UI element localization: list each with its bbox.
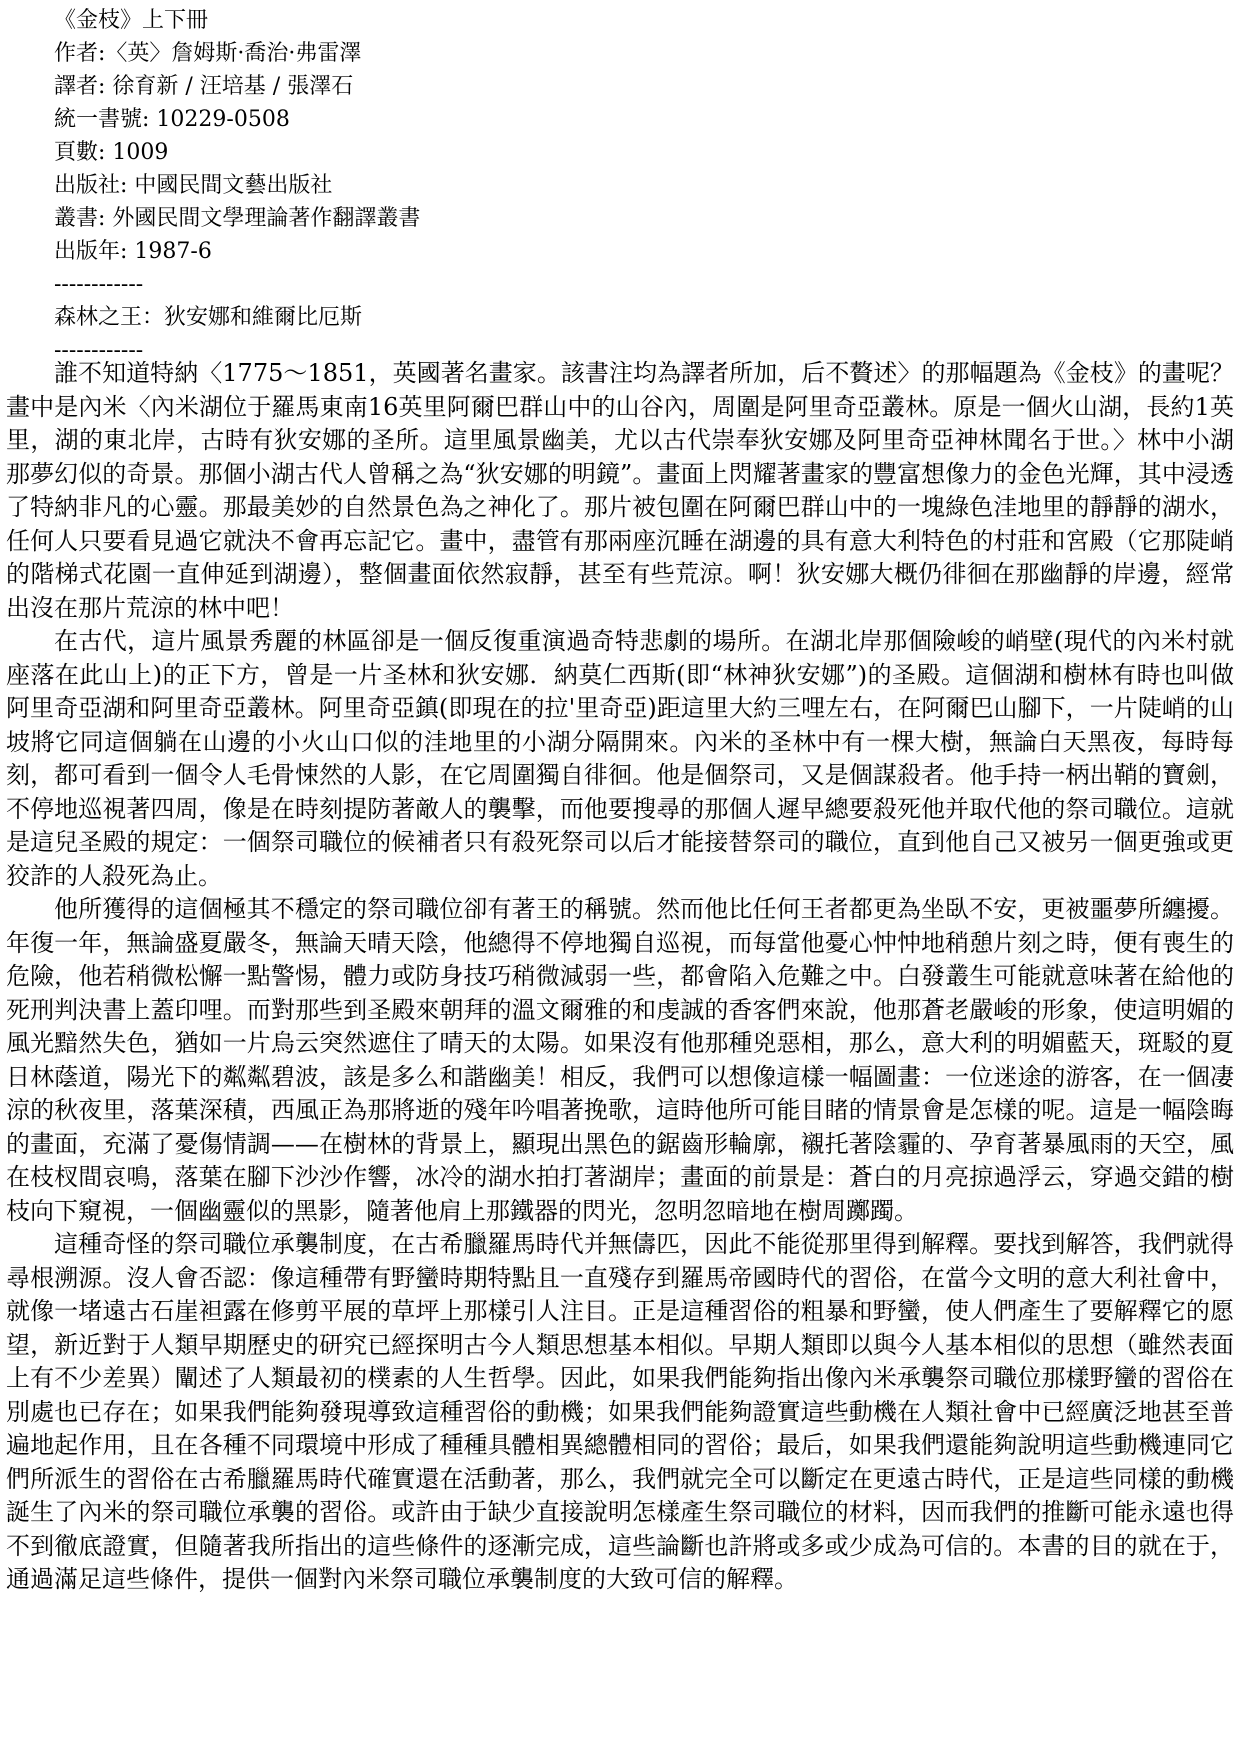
divider-bottom: ------------ <box>54 338 144 363</box>
book-page-count: 頁數: 1009 <box>54 140 169 165</box>
divider-top: ------------ <box>54 272 144 297</box>
paragraph-3: 他所獲得的這個極其不穩定的祭司職位卻有著王的稱號。然而他比任何王者都更為坐臥不安，更被噩夢所纏擾。年復一年，無論盛夏嚴冬，無論天晴天陰，他總得不停地獨自巡視，而每當他憂心忡忡地稍憩片刻之時，便有喪生的危險，他若稍微松懈一點警惕，體力或防身技巧稍微減弱一些，都會陷入危難之中。白發叢生可能就意味著在給他的死刑判決書上蓋印哩。而對那些到圣殿來朝拜的溫文爾雅的和虔誠的香客們來說，他那蒼老嚴峻的形象，使這明媚的風光黯然失色，猶如一片烏云突然遮住了晴天的太陽。如果沒有他那種兇惡相，那么，意大利的明媚藍天，斑駁的夏日林蔭道，陽光下的粼粼碧波，該是多么和諧幽美！相反，我們可以想像這樣一幅圖畫：一位迷途的游客，在一個凄涼的秋夜里，落葉深積，西風正為那將逝的殘年吟唱著挽歌，這時他所可能目睹的情景會是怎樣的呢。這是一幅陰晦的畫面，充滿了憂傷情調——在樹林的背景上，顯現出黑色的鋸齒形輪廓，襯托著陰霾的、孕育著暴風雨的天空，風在枝杈間哀鳴，落葉在腳下沙沙作響，冰冷的湖水拍打著湖岸；畫面的前景是：蒼白的月亮掠過浮云，穿過交錯的樹枝向下窺視，一個幽靈似的黑影，隨著他肩上那鐵器的閃光，忽明忽暗地在樹周躑躅。 <box>6 895 1234 1225</box>
book-author: 作者:〈英〉詹姆斯·喬治·弗雷澤 <box>54 41 362 66</box>
book-publisher: 出版社: 中國民間文藝出版社 <box>54 173 333 198</box>
paragraph-4: 這種奇怪的祭司職位承襲制度，在古希臘羅馬時代并無儔匹，因此不能從那里得到解釋。要找到解答，我們就得尋根溯源。沒人會否認：像這種帶有野蠻時期特點且一直殘存到羅馬帝國時代的習俗，在當今文明的意大利社會中，就像一堵遠古石崖袒露在修剪平展的草坪上那樣引人注目。正是這種習俗的粗暴和野蠻，使人們產生了要解釋它的愿望，新近對于人類早期歷史的研究已經探明古今人類思想基本相似。早期人類即以與今人基本相似的思想（雖然表面上有不少差異）闡述了人類最初的樸素的人生哲學。因此，如果我們能夠指出像內米承襲祭司職位那樣野蠻的習俗在別處也已存在；如果我們能夠發現導致這種習俗的動機；如果我們能夠證實這些動機在人類社會中已經廣泛地甚至普遍地起作用，且在各種不同環境中形成了種種具體相異總體相同的習俗；最后，如果我們還能夠說明這些動機連同它們所派生的習俗在古希臘羅馬時代確實還在活動著，那么，我們就完全可以斷定在更遠古時代，正是這些同樣的動機誕生了內米的祭司職位承襲的習俗。或許由于缺少直接說明怎樣產生祭司職位的材料，因而我們的推斷可能永遠也得不到徹底證實，但隨著我所指出的這些條件的逐漸完成，這些論斷也許將或多或少成為可信的。本書的目的就在于，通過滿足這些條件，提供一個對內米祭司職位承襲制度的大致可信的解釋。 <box>6 1230 1234 1593</box>
book-pub-date: 出版年: 1987-6 <box>54 239 212 264</box>
book-translators: 譯者: 徐育新 / 汪培基 / 張澤石 <box>54 74 354 99</box>
book-info-block <box>54 4 1184 367</box>
paragraph-2: 在古代，這片風景秀麗的林區卻是一個反復重演過奇特悲劇的場所。在湖北岸那個險峻的峭壁(現代的內米村就座落在此山上)的正下方，曾是一片圣林和狄安娜．納莫仁西斯(即“林神狄安娜”)的圣殿。這個湖和樹林有時也叫做阿里奇亞湖和阿里奇亞叢林。阿里奇亞鎮(即現在的拉'里奇亞)距這里大約三哩左右，在阿爾巴山腳下，一片陡峭的山坡將它同這個躺在山邊的小火山口似的洼地里的小湖分隔開來。內米的圣林中有一棵大樹，無論白天黑夜，每時每刻，都可看到一個令人毛骨悚然的人影，在它周圍獨自徘徊。他是個祭司，又是個謀殺者。他手持一柄出鞘的寶劍，不停地巡視著四周，像是在時刻提防著敵人的襲擊，而他要搜尋的那個人遲早總要殺死他并取代他的祭司職位。這就是這兒圣殿的規定：一個祭司職位的候補者只有殺死祭司以后才能接替祭司的職位，直到他自己又被另一個更強或更狡詐的人殺死為止。 <box>6 627 1234 890</box>
book-isbn: 統一書號: 10229-0508 <box>54 107 290 132</box>
book-title: 《金枝》上下冊 <box>54 8 209 33</box>
book-series: 叢書: 外國民間文學理論著作翻譯叢書 <box>54 206 421 231</box>
body-text <box>6 357 1234 1597</box>
chapter-title: 森林之王：狄安娜和維爾比厄斯 <box>54 305 363 330</box>
paragraph-1: 誰不知道特納〈1775～1851，英國著名畫家。該書注均為譯者所加，后不贅述〉的那幅題為《金枝》的畫呢？畫中是內米〈內米湖位于羅馬東南16英里阿爾巴群山中的山谷內，周圍是阿里奇亞叢林。原是一個火山湖，長約1英里，湖的東北岸，古時有狄安娜的圣所。這里風景幽美，尤以古代崇奉狄安娜及阿里奇亞神林聞名于世。〉林中小湖那夢幻似的奇景。那個小湖古代人曾稱之為“狄安娜的明鏡”。畫面上閃耀著畫家的豐富想像力的金色光輝，其中浸透了特納非凡的心靈。那最美妙的自然景色為之神化了。那片被包圍在阿爾巴群山中的一塊綠色洼地里的靜靜的湖水，任何人只要看見過它就決不會再忘記它。畫中，盡管有那兩座沉睡在湖邊的具有意大利特色的村莊和宮殿（它那陡峭的階梯式花園一直伸延到湖邊），整個畫面依然寂靜，甚至有些荒涼。啊！狄安娜大概仍徘徊在那幽靜的岸邊，經常出沒在那片荒涼的林中吧！ <box>6 359 1234 622</box>
